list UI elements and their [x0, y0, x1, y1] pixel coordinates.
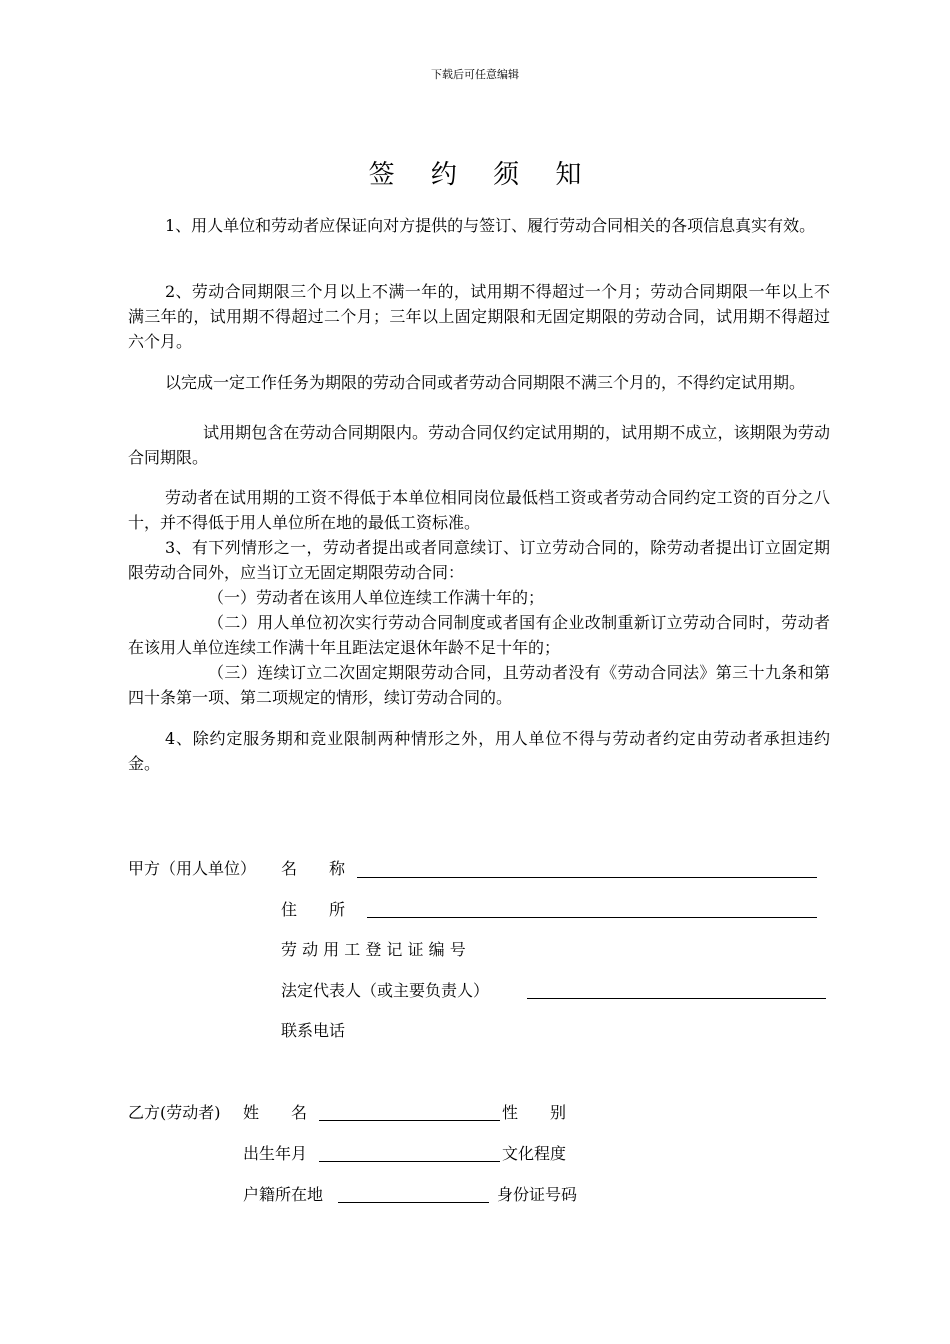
- party-b-name-field[interactable]: [319, 1120, 500, 1121]
- party-a-phone-label: 联系电话: [281, 1021, 346, 1040]
- party-b-gender-label: 性 别: [502, 1103, 567, 1122]
- notice-item-3-case-3: （三）连续订立二次固定期限劳动合同，且劳动者没有《劳动合同法》第三十九条和第四十条第一项、第二项规定的情形，续订劳动合同的。: [128, 663, 830, 707]
- notice-item-4: 4、除约定服务期和竞业限制两种情形之外，用人单位不得与劳动者约定由劳动者承担违约金。: [128, 729, 830, 773]
- notice-item-2: 2、劳动合同期限三个月以上不满一年的，试用期不得超过一个月；劳动合同期限一年以上不满三年的，试用期不得超过二个月；三年以上固定期限和无固定期限的劳动合同，试用期不得超过六个月。: [128, 282, 830, 351]
- party-b-label: 乙方(劳动者): [128, 1103, 221, 1122]
- party-a-cert-label: 劳 动 用 工 登 记 证 编 号: [281, 940, 466, 959]
- notice-item-3-case-1: （一）劳动者在该用人单位连续工作满十年的；: [208, 588, 545, 607]
- party-b-education-label: 文化程度: [502, 1144, 567, 1163]
- notice-item-1: 1、用人单位和劳动者应保证向对方提供的与签订、履行劳动合同相关的各项信息真实有效。: [165, 216, 816, 235]
- notice-item-3-case-2: （二）用人单位初次实行劳动合同制度或者国有企业改制重新订立劳动合同时，劳动者在该用人单位连续工作满十年且距法定退休年龄不足十年的；: [128, 613, 830, 657]
- party-a-address-label: 住 所: [281, 900, 346, 919]
- party-b-id-label: 身份证号码: [497, 1185, 578, 1204]
- party-b-hukou-field[interactable]: [338, 1202, 489, 1203]
- page-header-note: 下载后可任意编辑: [431, 68, 519, 81]
- notice-item-2-wage: 劳动者在试用期的工资不得低于本单位相同岗位最低档工资或者劳动合同约定工资的百分之八十，并不得低于用人单位所在地的最低工资标准。: [128, 488, 830, 532]
- party-b-birth-label: 出生年月: [243, 1144, 308, 1163]
- party-a-name-label: 名 称: [281, 859, 346, 878]
- party-a-address-field[interactable]: [367, 917, 817, 918]
- page-title: 签 约 须 知: [368, 160, 596, 190]
- party-b-birth-field[interactable]: [319, 1161, 500, 1162]
- notice-item-2-included: 试用期包含在劳动合同期限内。劳动合同仅约定试用期的，试用期不成立，该期限为劳动合同期限。: [128, 423, 830, 467]
- notice-item-2-probation: 以完成一定工作任务为期限的劳动合同或者劳动合同期限不满三个月的，不得约定试用期。: [165, 373, 806, 392]
- party-a-rep-label: 法定代表人（或主要负责人）: [281, 981, 490, 1000]
- party-a-rep-field[interactable]: [527, 998, 826, 999]
- notice-item-3: 3、有下列情形之一，劳动者提出或者同意续订、订立劳动合同的，除劳动者提出订立固定期限劳动合同外，应当订立无固定期限劳动合同：: [128, 538, 830, 582]
- party-b-hukou-label: 户籍所在地: [243, 1185, 324, 1204]
- party-b-name-label: 姓 名: [243, 1103, 308, 1122]
- party-a-label: 甲方（用人单位）: [128, 859, 257, 878]
- party-a-name-field[interactable]: [357, 877, 817, 878]
